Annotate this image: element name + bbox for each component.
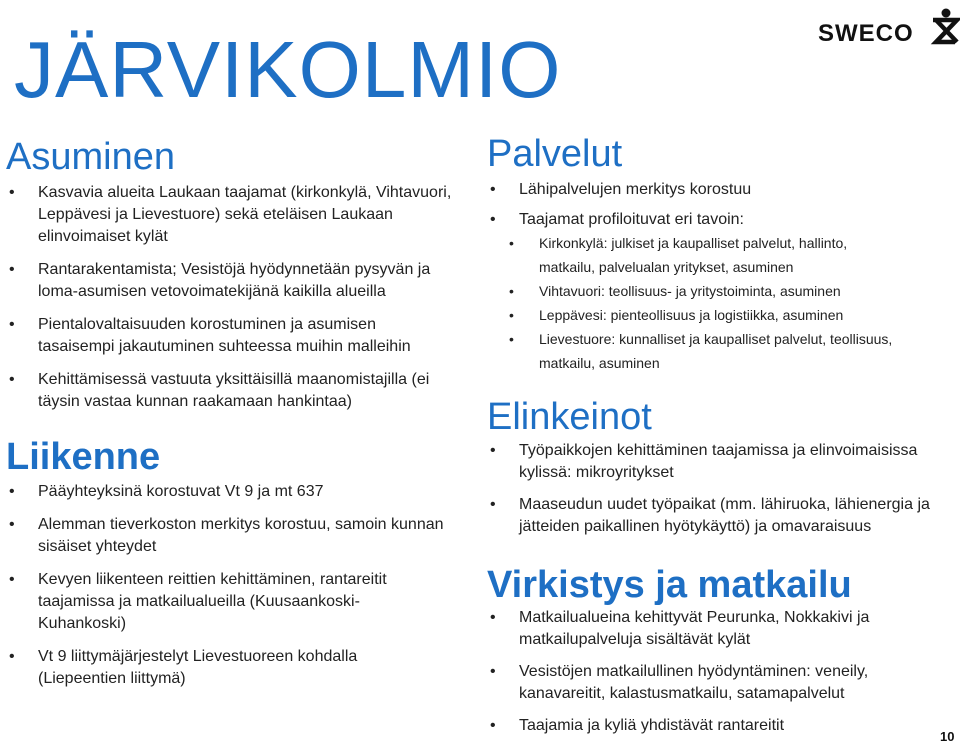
page-number: 10 xyxy=(940,729,955,744)
list-item: • Kasvavia alueita Laukaan taajamat (kirkonkylä, Vihtavuori, Leppävesi ja Lievestuore) sekä eteläisen Laukaan elinvoimaiset kylät xyxy=(9,184,452,245)
liikenne-heading: Liikenne xyxy=(6,436,161,478)
elinkeinot-list xyxy=(487,440,957,538)
section-virkistys xyxy=(487,566,937,737)
bullet-icon: • xyxy=(9,571,15,588)
list-item: • Alemman tieverkoston merkitys korostuu, samoin kunnan sisäiset yhteydet xyxy=(9,516,444,555)
list-item: • Kevyen liikenteen reittien kehittäminen, rantareitit taajamissa ja matkailualueilla (Kuusaankoski-Kuhankoski) xyxy=(9,571,387,632)
sub-list-item: • Lievestuore: kunnalliset ja kaupalliset palvelut, teollisuus, matkailu, asuminen xyxy=(487,327,907,375)
section-palvelut xyxy=(487,135,957,375)
list-item: • Vt 9 liittymäjärjestelyt Lievestuoreen kohdalla (Liepeentien liittymä) xyxy=(9,648,358,687)
list-item: • Kehittämisessä vastuuta yksittäisillä maanomistajilla (ei täysin vastaa kunnan raakamaan hankintaa) xyxy=(9,371,430,410)
sub-list-item: • Kirkonkylä: julkiset ja kaupalliset palvelut, hallinto, matkailu, palvelualan yritykset, asuminen xyxy=(487,231,907,279)
asuminen-list xyxy=(6,182,456,413)
list-item: • Pientalovaltaisuuden korostuminen ja asumisen tasaisempi jakautuminen suhteessa muihin malleihin xyxy=(9,316,411,355)
bullet-icon: • xyxy=(9,516,15,533)
palvelut-heading: Palvelut xyxy=(487,133,623,175)
bullet-icon: • xyxy=(490,663,496,680)
section-asuminen xyxy=(6,138,456,413)
virkistys-list xyxy=(487,607,937,737)
list-item: • Maaseudun uudet työpaikat (mm. lähiruoka, lähienergia ja jätteiden paikallinen hyötykäyttö) ja omavaraisuus xyxy=(490,496,930,535)
elinkeinot-heading: Elinkeinot xyxy=(487,396,652,438)
sub-list-item: • Vihtavuori: teollisuus- ja yritystoiminta, asuminen xyxy=(487,279,907,303)
bullet-icon: • xyxy=(490,442,496,459)
asuminen-heading: Asuminen xyxy=(6,136,175,178)
bullet-icon: • xyxy=(490,609,496,626)
palvelut-sublist xyxy=(487,231,907,375)
bullet-icon: • xyxy=(9,316,15,333)
bullet-icon: • xyxy=(490,717,496,734)
sub-bullet-icon: • xyxy=(509,283,514,299)
list-item: • Taajamat profiloituvat eri tavoin: xyxy=(487,209,957,231)
list-item: • Pääyhteyksinä korostuvat Vt 9 ja mt 637 xyxy=(6,481,446,503)
list-item: • Taajamia ja kyliä yhdistävät rantareitit xyxy=(487,715,937,737)
list-item: • Työpaikkojen kehittäminen taajamissa ja elinvoimaisissa kylissä: mikroyritykset xyxy=(490,442,918,481)
logo-text: SWECO xyxy=(818,20,914,47)
section-liikenne xyxy=(6,438,446,690)
sub-bullet-icon: • xyxy=(509,307,514,323)
bullet-icon: • xyxy=(9,261,15,278)
bullet-icon: • xyxy=(9,648,15,665)
sub-list-item: • Leppävesi: pienteollisuus ja logistiikka, asuminen xyxy=(487,303,907,327)
bullet-icon: • xyxy=(9,483,15,500)
virkistys-heading: Virkistys ja matkailu xyxy=(487,564,852,606)
page-title: JÄRVIKOLMIO xyxy=(14,25,562,114)
list-item: • Matkailualueina kehittyvät Peurunka, Nokkakivi ja matkailupalveluja sisältävät kylät xyxy=(490,609,870,648)
liikenne-list xyxy=(6,481,446,690)
sweco-logo xyxy=(818,6,960,48)
palvelut-list xyxy=(487,179,957,231)
bullet-icon: • xyxy=(490,211,496,228)
bullet-icon: • xyxy=(9,184,15,201)
bullet-icon: • xyxy=(490,496,496,513)
list-item: • Lähipalvelujen merkitys korostuu xyxy=(487,179,957,201)
sub-bullet-icon: • xyxy=(509,235,514,251)
bullet-icon: • xyxy=(9,371,15,388)
list-item: • Rantarakentamista; Vesistöjä hyödynnetään pysyvän ja loma-asumisen vetovoimatekijänä kaikilla alueilla xyxy=(9,261,431,300)
sub-bullet-icon: • xyxy=(509,331,514,347)
sweco-logo-icon xyxy=(928,6,960,48)
section-elinkeinot xyxy=(487,398,957,538)
bullet-icon: • xyxy=(490,181,496,198)
list-item: • Vesistöjen matkailullinen hyödyntäminen: veneily, kanavareitit, kalastusmatkailu, satamapalvelut xyxy=(490,663,869,702)
